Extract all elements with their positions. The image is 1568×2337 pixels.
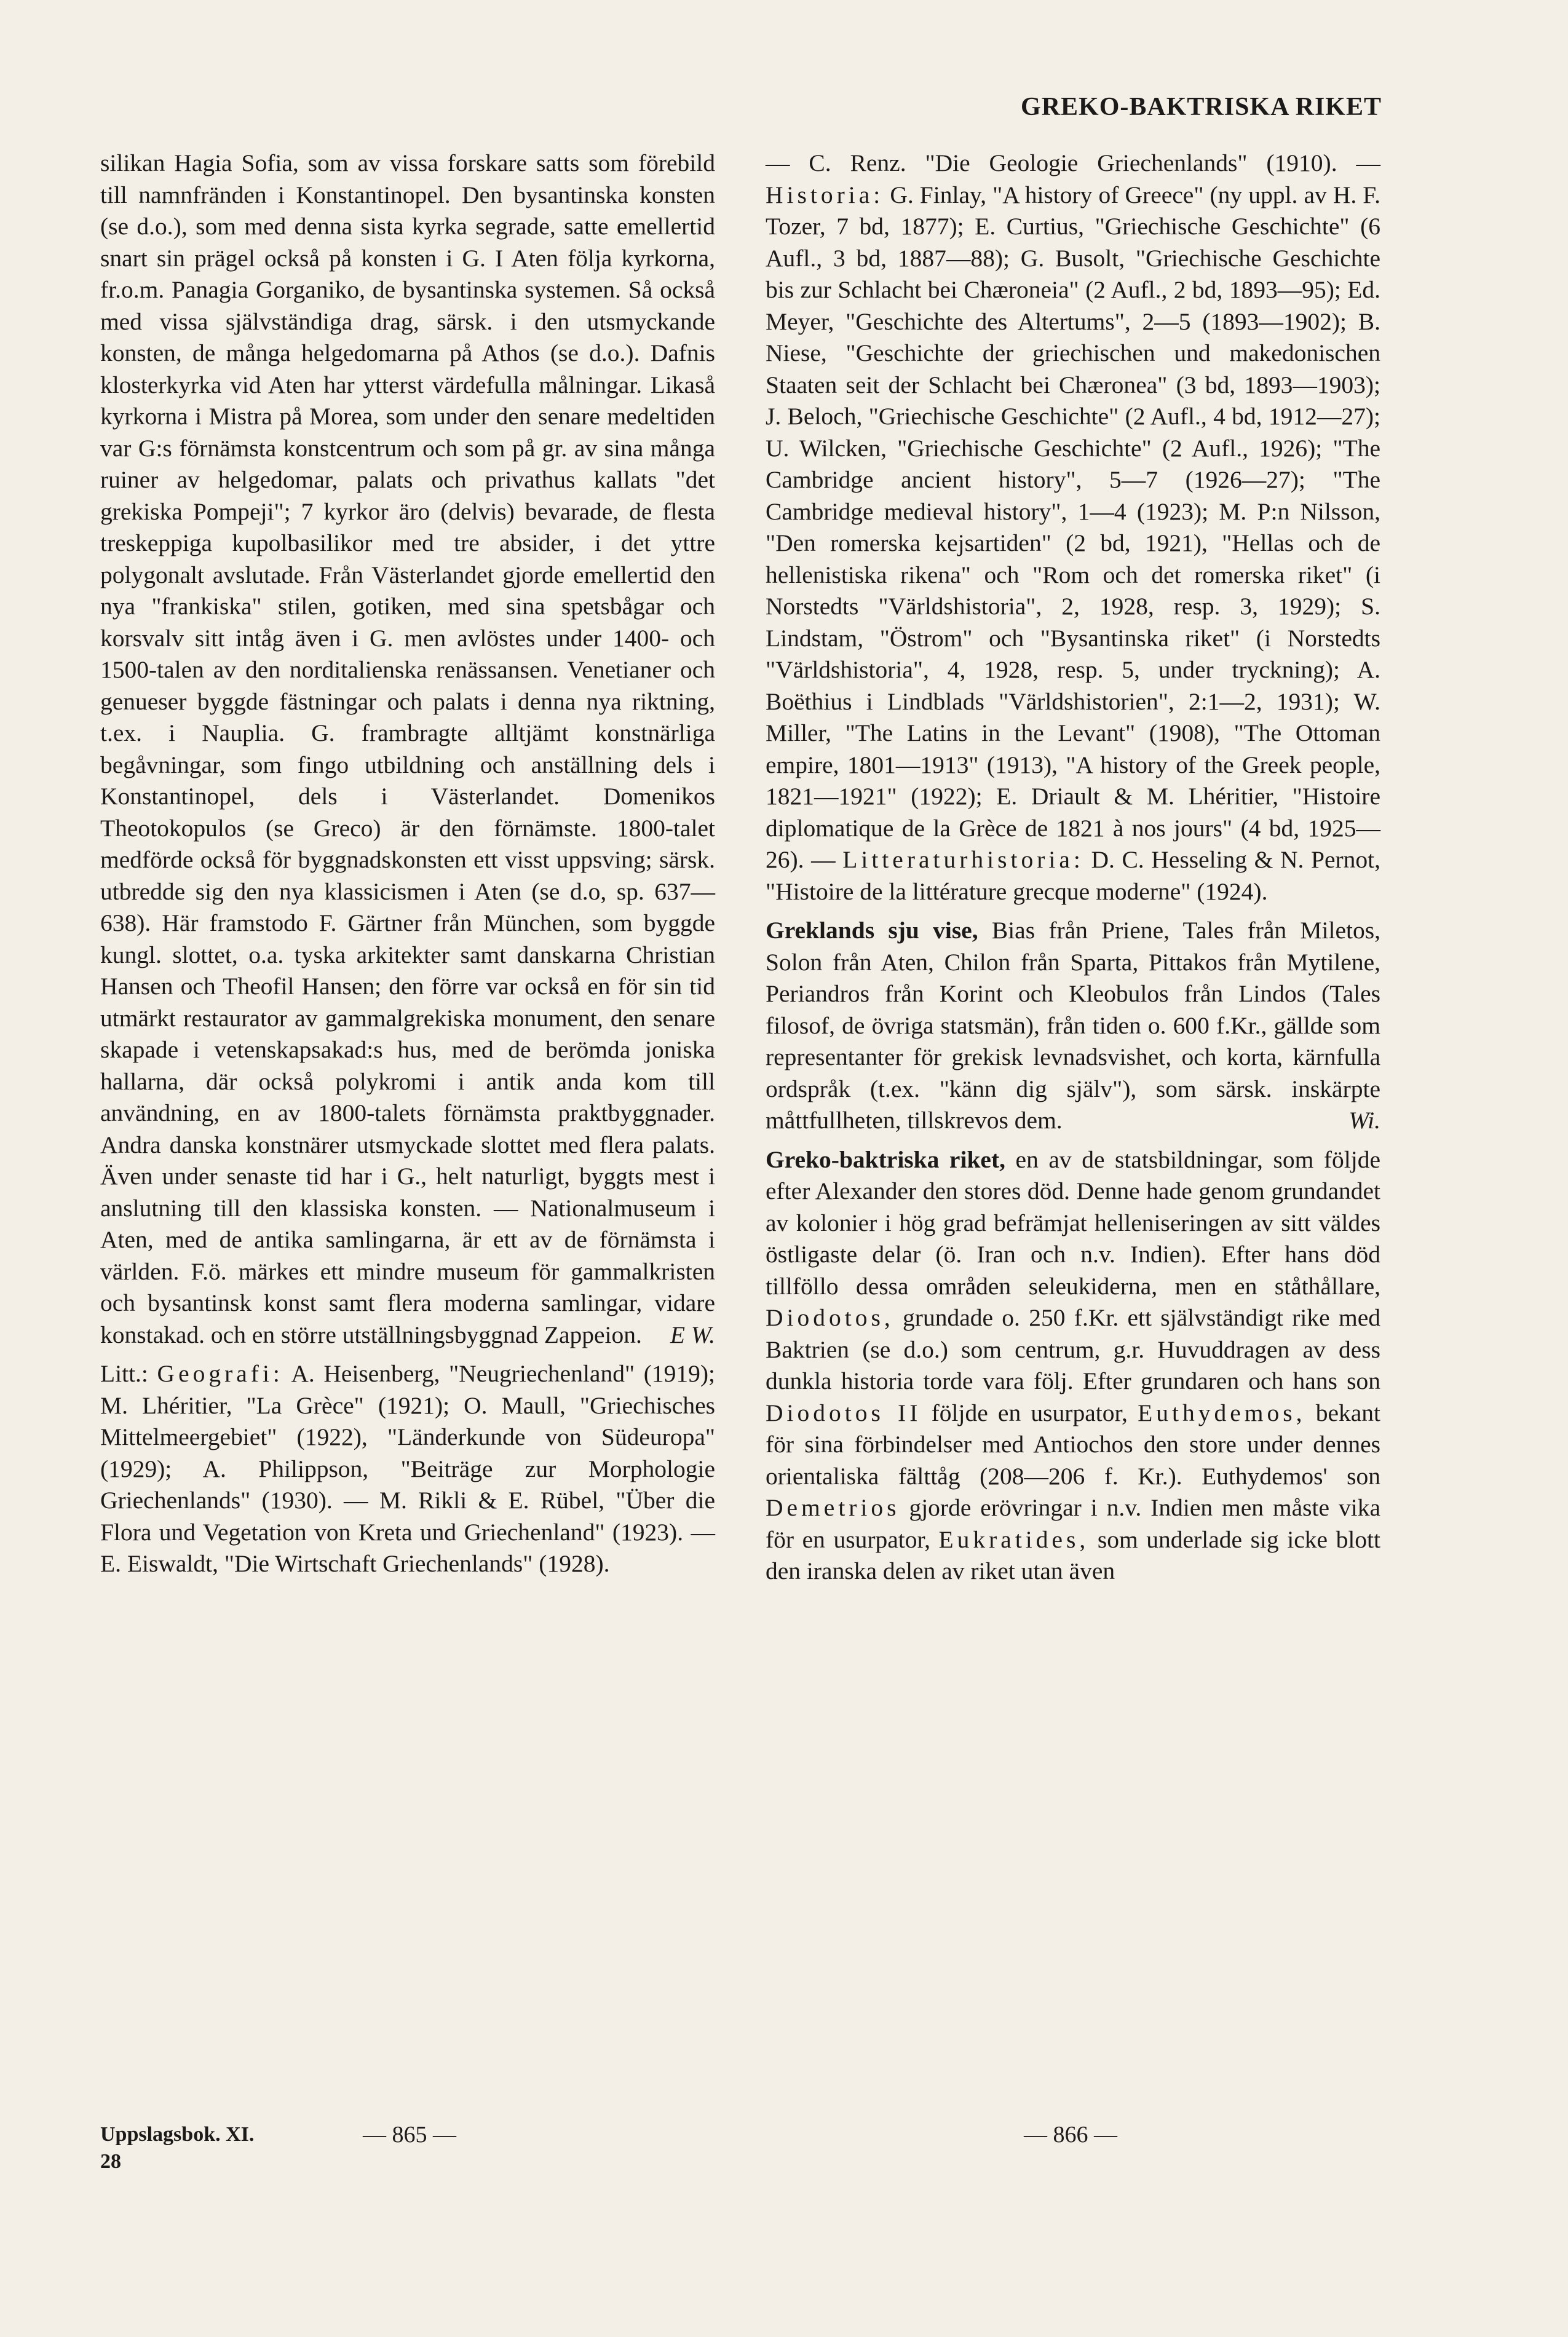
name-euthydemos: Euthydemos, — [1138, 1399, 1306, 1426]
right-column — [766, 148, 1380, 1588]
name-demetrios: Demetrios — [766, 1494, 900, 1521]
footer-signature-number: 28 — [100, 2150, 121, 2173]
page-number-right: — 866 — — [1024, 2122, 1117, 2148]
footer-volume-label: Uppslagsbok. XI. — [100, 2123, 255, 2146]
history-heading: Historia: — [766, 181, 884, 208]
left-paragraph-1-text: silikan Hagia Sofia, som av vissa forskare satts som förebild till namnfränden i Konstantinopel. Den bysantinska konsten (se d.o.), som med denna sista kyrka segrade, satte emellertid snart sin prägel också på konsten i G. I Aten följa kyrkorna, fr.o.m. Panagia Gorganiko, de bysantinska systemen. Så också med vissa självständiga drag, särsk. i den utsmyckande konsten, de många helgedomarna på Athos (se d.o.). Dafnis klosterkyrka vid Aten har ytterst värdefulla målningar. Likaså kyrkorna i Mistra på Morea, som under den senare medeltiden var G:s förnämsta konstcentrum och som på gr. av sina många ruiner av helgedomar, palats och privathus kallats "det grekiska Pompeji"; 7 kyrkor äro (delvis) bevarade, de flesta treskeppiga kupolbasilikor med tre absider, i det yttre polygonalt avslutade. Från Västerlandet gjorde emellertid den nya "frankiska" stilen, gotiken, med sina spetsbågar och korsvalv sitt intåg även i G. men avlöstes under 1400- och 1500-talen av den norditalienska renässansen. Venetianer och genueser byggde fästningar och palats i denna nya riktning, t.ex. i Nauplia. G. frambragte alltjämt konstnärliga begåvningar, som fingo utbildning och anställning dels i Konstantinopel, dels i Västerlandet. Domenikos Theotokopulos (se Greco) är den förnämste. 1800-talet medförde också för byggnadskonsten ett visst uppsving; särsk. utbredde sig den nya klassicismen i Aten (se d.o, sp. 637—638). Här framstodo F. Gärtner från München, som byggde kungl. slottet, o.a. tyska arkitekter samt danskarna Christian Hansen och Theofil Hansen; den förre var också en för sin tid utmärkt restaurator av gammalgrekiska monument, den senare skapade i vetenskapsakad:s hus, med de berömda joniska hallarna, där också polykromi i antik anda kom till användning, en av 1800-talets förnämsta praktbyggnader. Andra danska konstnärer utsmyckade slottet med flera palats. Även under senaste tid har i G., helt naturligt, byggts mest i anslutning till den klassiska konsten. — Nationalmuseum i Aten, med de antika samlingarna, är ett av de förnämsta i världen. F.ö. märkes ett mindre museum för gammalkristen och bysantinsk konst samt flera moderna samlingar, vidare konstakad. och en större utställningsbyggnad Zappeion. — [100, 149, 715, 1348]
entry-greklands-sju-vise — [766, 915, 1380, 1137]
running-head: GREKO-BAKTRISKA RIKET — [1021, 93, 1382, 121]
right-paragraph-literature-cont — [766, 148, 1380, 908]
entry-body-e: gjorde erövringar i n.v. Indien men måste vika för en usurpator, — [766, 1494, 1380, 1553]
literary-history-heading: Litteraturhistoria: — [842, 846, 1084, 873]
entry-body-sju-vise: Bias från Priene, Tales från Miletos, Solon från Aten, Chilon från Sparta, Pittakos från Mytilene, Periandros från Korint och Kleobulos från Lindos (Tales filosof, de övriga statsmän), från tiden o. 600 f.Kr., gällde som representanter för grekisk levnadsvishet, och korta, kärnfulla ordspråk (t.ex. "känn dig själv"), som särsk. inskärpte måttfullheten, tillskrevos dem. — [766, 917, 1380, 1134]
left-paragraph-1 — [100, 148, 715, 1351]
name-eukratides: Eukratides, — [938, 1525, 1090, 1553]
entry-headword-sju-vise: Greklands sju vise, — [766, 917, 978, 944]
author-signature-wi: Wi. — [1348, 1107, 1380, 1134]
entry-body-d: bekant för sina förbindelser med Antiochos den store under dennes orientaliska fälttåg (208—206 f. Kr.). Euthydemos' son — [766, 1399, 1380, 1490]
entry-headword-greko-baktriska: Greko-baktriska riket, — [766, 1145, 1005, 1173]
lit-cont-text-a: — C. Renz. "Die Geologie Griechenlands" (1910). — — [766, 149, 1380, 176]
literature-geography-heading: Geografi: — [157, 1360, 283, 1387]
left-column — [100, 148, 715, 1580]
entry-body-c: följde en usurpator, — [921, 1399, 1138, 1426]
author-signature-ew: E W. — [670, 1321, 715, 1348]
page-number-left: — 865 — — [363, 2122, 456, 2148]
lit-cont-text-b: G. Finlay, "A history of Greece" (ny uppl. av H. F. Tozer, 7 bd, 1877); E. Curtius, "Griechische Geschichte" (6 Aufl., 3 bd, 1887—88); G. Busolt, "Griechische Geschichte bis zur Schlacht bei Chæroneia" (2 Aufl., 2 bd, 1893—95); Ed. Meyer, "Geschichte des Altertums", 2—5 (1893—1902); B. Niese, "Geschichte der griechischen und makedonischen Staaten seit der Schlacht bei Chæronea" (3 bd, 1893—1903); J. Beloch, "Griechische Geschichte" (2 Aufl., 4 bd, 1912—27); U. Wilcken, "Griechische Geschichte" (2 Aufl., 1926); "The Cambridge ancient history", 5—7 (1926—27); "The Cambridge medieval history", 1—4 (1923); M. P:n Nilsson, "Den romerska kejsartiden" (2 bd, 1921), "Hellas och de hellenistiska rikena" och "Rom och det romerska riket" (i Norstedts "Världshistoria", 2, 1928, resp. 3, 1929); S. Lindstam, "Östrom" och "Bysantinska riket" (i Norstedts "Världshistoria", 4, 1928, resp. 5, under tryckning); A. Boëthius i Lindblads "Världshistorien", 2:1—2, 1931); W. Miller, "The Latins in the Levant" (1908), "The Ottoman empire, 1801—1913" (1913), "A history of the Greek people, 1821—1921" (1922); E. Driault & M. Lhéritier, "Histoire diplomatique de la Grèce de 1821 à nos jours" (4 bd, 1925—26). — — [766, 181, 1380, 873]
entry-body-b: grundade o. 250 f.Kr. ett självständigt rike med Baktrien (se d.o.) som centrum, g.r. Huvuddragen av dess dunkla historia torde vara följ. Efter grundaren och hans son — [766, 1304, 1380, 1394]
entry-greko-baktriska-riket — [766, 1144, 1380, 1588]
name-diodotos: Diodotos, — [766, 1304, 894, 1331]
name-diodotos-ii: Diodotos II — [766, 1399, 922, 1426]
lit-cont-text-c: D. C. Hesseling & N. Pernot, "Histoire de la littérature grecque moderne" (1924). — [766, 846, 1380, 905]
footer-volume — [100, 2121, 254, 2175]
literature-geography-text: A. Heisenberg, "Neugriechenland" (1919); M. Lhéritier, "La Grèce" (1921); O. Maull, "Griechisches Mittelmeergebiet" (1922), "Länderkunde von Südeuropa" (1929); A. Philippson, "Beiträge zur Morphologie Griechenlands" (1930). — M. Rikli & E. Rübel, "Über die Flora und Vegetation von Kreta und Griechenland" (1923). — E. Eiswaldt, "Die Wirtschaft Griechenlands" (1928). — [100, 1360, 715, 1577]
literature-label: Litt.: — [100, 1360, 148, 1387]
left-paragraph-literature — [100, 1358, 715, 1580]
entry-body-a: en av de statsbildningar, som följde efter Alexander den stores död. Denne hade genom grundandet av kolonier i hög grad befrämjat helleniseringen av sitt väldes östligaste delar (ö. Iran och n.v. Indien). Efter hans död tillföllo dessa områden seleukiderna, men en ståthållare, — [766, 1145, 1380, 1300]
entry-body-f: som underlade sig icke blott den iranska delen av riket utan även — [766, 1525, 1380, 1584]
